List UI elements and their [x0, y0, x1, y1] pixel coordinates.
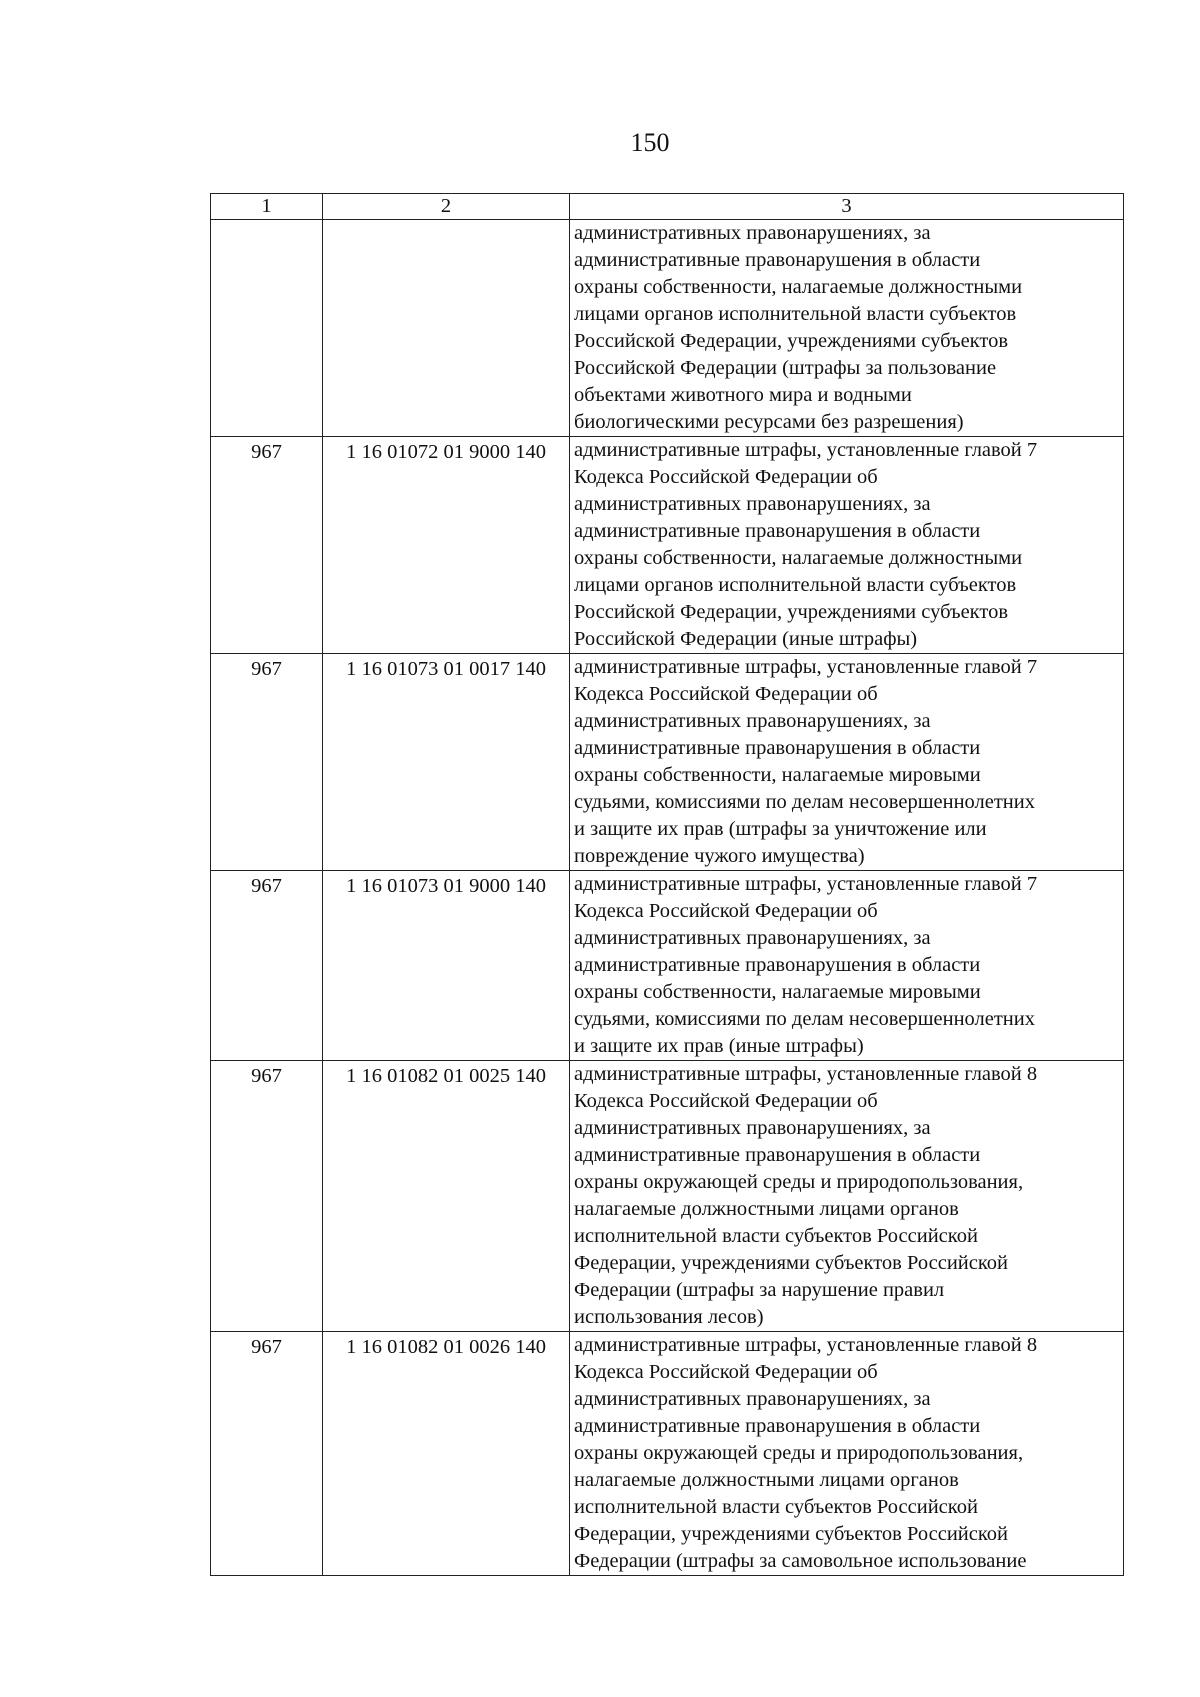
description-line: Российской Федерации, учреждениями субъектов	[574, 601, 1008, 623]
description-line: административные штрафы, установленные главой 7	[574, 439, 1038, 461]
description-line: судьями, комиссиями по делам несовершеннолетних	[574, 791, 1035, 813]
agency-code-cell: 967	[211, 1332, 323, 1576]
description-cell	[570, 1061, 1124, 1332]
description-line: административные правонарушения в области	[574, 954, 981, 976]
description-cell	[570, 1332, 1124, 1576]
description-line: Федерации, учреждениями субъектов Российской	[574, 1523, 1008, 1545]
budget-code-cell: 1 16 01073 01 0017 140	[323, 654, 570, 871]
description-line: и защите их прав (иные штрафы)	[574, 1035, 864, 1057]
description-line: биологическими ресурсами без разрешения)	[574, 411, 964, 433]
description-line: налагаемые должностными лицами органов	[574, 1198, 959, 1220]
column-header-1: 1	[211, 194, 323, 220]
description-line: Кодекса Российской Федерации об	[574, 900, 878, 922]
table-row	[211, 1332, 1124, 1576]
page-number: 150	[630, 128, 670, 157]
description-line: административные правонарушения в области	[574, 520, 981, 542]
description-line: судьями, комиссиями по делам несовершеннолетних	[574, 1008, 1035, 1030]
agency-code-cell	[211, 220, 323, 437]
description-line: Кодекса Российской Федерации об	[574, 466, 878, 488]
description-line: административных правонарушениях, за	[574, 1117, 931, 1139]
description-line: Федерации, учреждениями субъектов Российской	[574, 1252, 1008, 1274]
table-row	[211, 437, 1124, 654]
table-row	[211, 654, 1124, 871]
agency-code-cell: 967	[211, 871, 323, 1061]
description-line: Российской Федерации (штрафы за пользование	[574, 357, 997, 379]
description-cell	[570, 437, 1124, 654]
budget-code-cell: 1 16 01072 01 9000 140	[323, 437, 570, 654]
table-row	[211, 220, 1124, 437]
budget-code-cell: 1 16 01073 01 9000 140	[323, 871, 570, 1061]
description-cell	[570, 654, 1124, 871]
description-line: административных правонарушениях, за	[574, 493, 931, 515]
description-line: административные правонарушения в области	[574, 249, 981, 271]
table-header-row	[211, 194, 1124, 220]
description-line: Кодекса Российской Федерации об	[574, 1361, 878, 1383]
description-line: Федерации (штрафы за нарушение правил	[574, 1279, 945, 1301]
description-line: повреждение чужого имущества)	[574, 845, 865, 867]
description-line: административных правонарушениях, за	[574, 927, 931, 949]
description-line: Кодекса Российской Федерации об	[574, 683, 878, 705]
budget-code-cell: 1 16 01082 01 0025 140	[323, 1061, 570, 1332]
description-line: административные правонарушения в области	[574, 1144, 981, 1166]
budget-code-cell	[323, 220, 570, 437]
description-line: административных правонарушениях, за	[574, 222, 931, 244]
table-body	[211, 220, 1124, 1576]
description-line: Российской Федерации (иные штрафы)	[574, 628, 918, 650]
description-line: охраны собственности, налагаемые должностными	[574, 276, 1023, 298]
description-line: охраны окружающей среды и природопользования,	[574, 1442, 1024, 1464]
description-cell	[570, 871, 1124, 1061]
description-line: административные штрафы, установленные главой 8	[574, 1063, 1038, 1085]
description-line: административных правонарушениях, за	[574, 1388, 931, 1410]
description-line: использования лесов)	[574, 1306, 764, 1328]
description-line: административных правонарушениях, за	[574, 710, 931, 732]
description-line: налагаемые должностными лицами органов	[574, 1469, 959, 1491]
description-line: административные штрафы, установленные главой 7	[574, 873, 1038, 895]
description-line: Федерации (штрафы за самовольное использование	[574, 1550, 1027, 1572]
table-row	[211, 1061, 1124, 1332]
description-line: административные штрафы, установленные главой 7	[574, 656, 1038, 678]
column-header-3: 3	[570, 194, 1124, 220]
description-line: охраны собственности, налагаемые мировыми	[574, 981, 981, 1003]
description-line: Российской Федерации, учреждениями субъектов	[574, 330, 1008, 352]
description-line: лицами органов исполнительной власти субъектов	[574, 303, 1017, 325]
table-row	[211, 871, 1124, 1061]
description-line: и защите их прав (штрафы за уничтожение или	[574, 818, 987, 840]
description-line: охраны собственности, налагаемые должностными	[574, 547, 1023, 569]
agency-code-cell: 967	[211, 437, 323, 654]
description-line: объектами животного мира и водными	[574, 384, 912, 406]
description-line: исполнительной власти субъектов Российской	[574, 1225, 978, 1247]
description-line: лицами органов исполнительной власти субъектов	[574, 574, 1017, 596]
budget-code-cell: 1 16 01082 01 0026 140	[323, 1332, 570, 1576]
description-line: исполнительной власти субъектов Российской	[574, 1496, 978, 1518]
description-line: административные штрафы, установленные главой 8	[574, 1334, 1038, 1356]
description-line: охраны собственности, налагаемые мировыми	[574, 764, 981, 786]
description-line: охраны окружающей среды и природопользования,	[574, 1171, 1024, 1193]
description-cell	[570, 220, 1124, 437]
description-line: административные правонарушения в области	[574, 737, 981, 759]
agency-code-cell: 967	[211, 1061, 323, 1332]
description-line: административные правонарушения в области	[574, 1415, 981, 1437]
budget-codes-table	[210, 193, 1124, 1576]
agency-code-cell: 967	[211, 654, 323, 871]
description-line: Кодекса Российской Федерации об	[574, 1090, 878, 1112]
column-header-2: 2	[323, 194, 570, 220]
